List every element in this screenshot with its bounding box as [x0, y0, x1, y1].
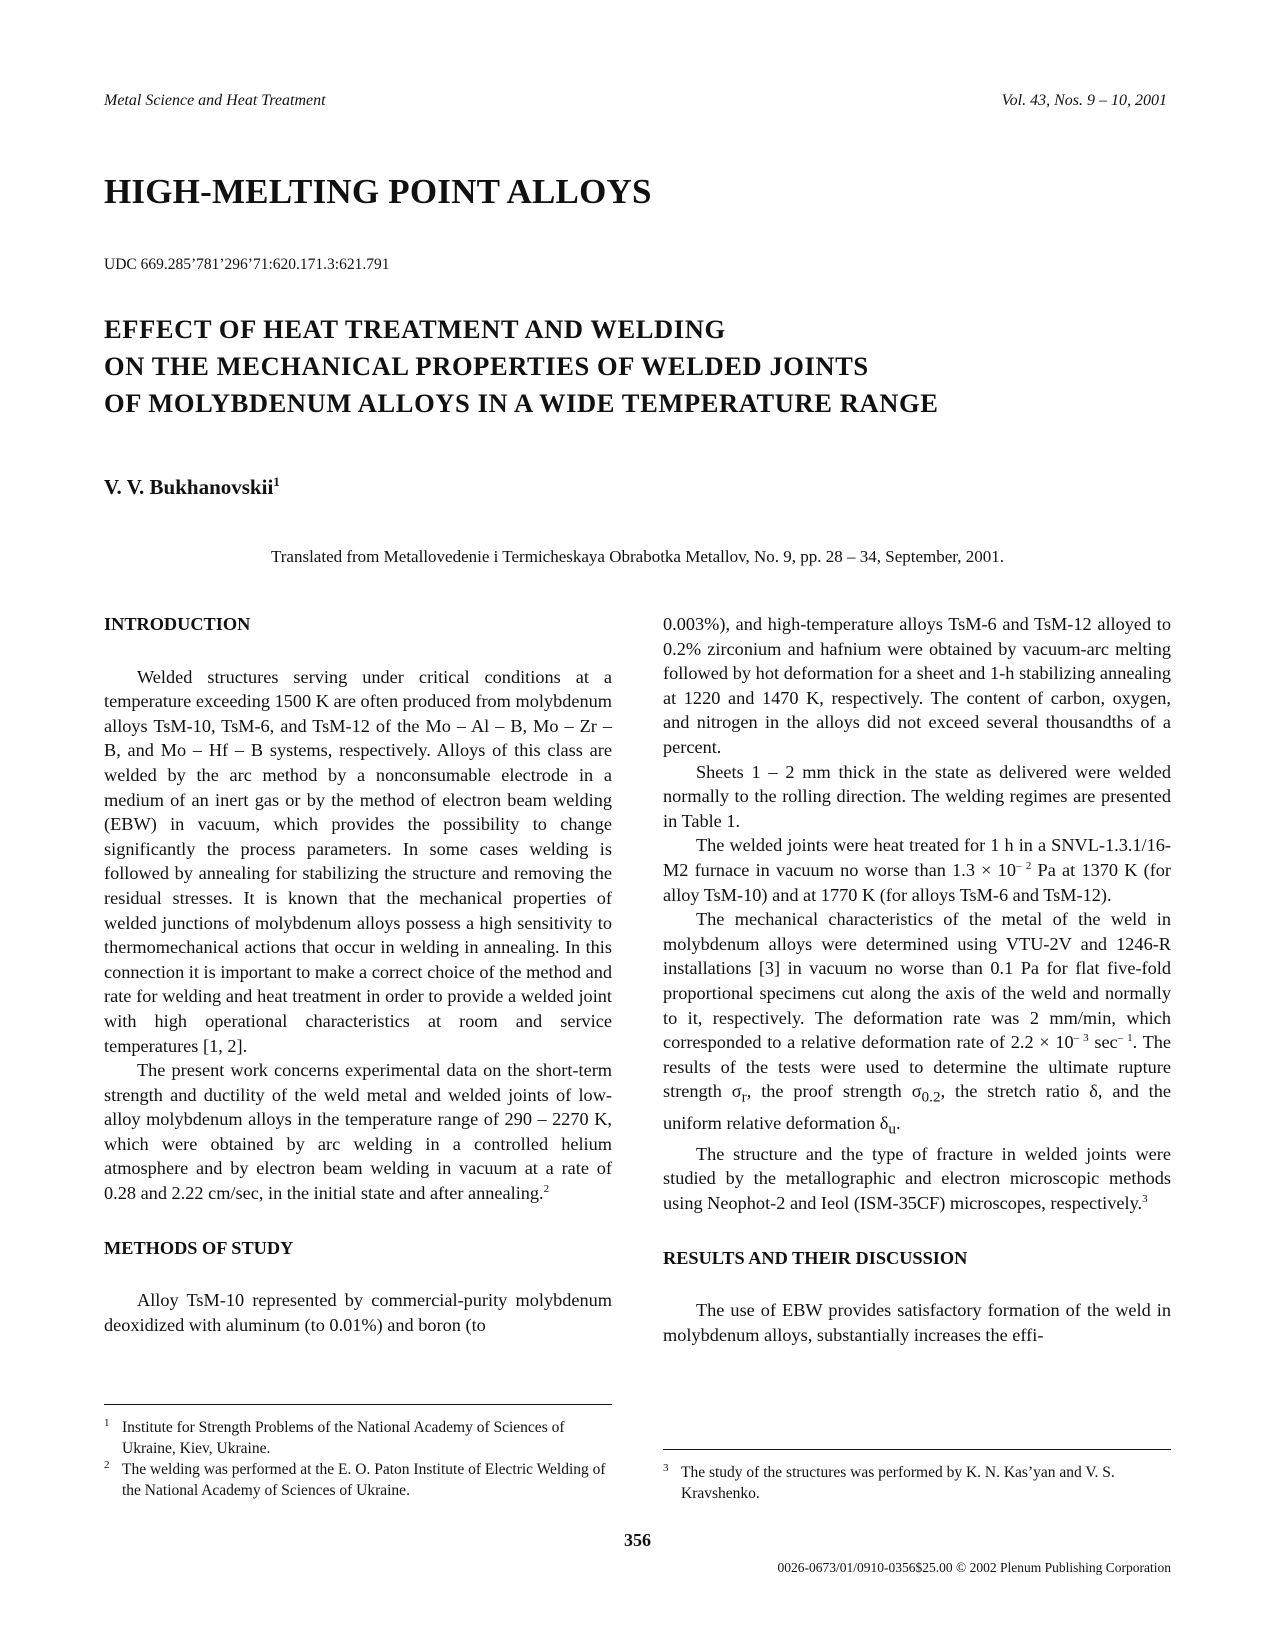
intro-paragraph: Welded structures serving under critical conditions at a temperature exceeding 1500 K are often produced from molybdenum alloys TsM-10, TsM-6, and TsM-12 of the Mo – Al – B, Mo – Zr – B, and Mo – Hf – B systems, respectively. Alloys of this class are welded by the arc method by a nonconsumable electrode in a medium of an inert gas or by the method of electron beam welding (EBW) in vacuum, which provides the possibility to change significantly the process parameters. In some cases welding is followed by annealing for stabilizing the structure and removing the residual stresses. It is known that the mechanical properties of welded junctions of molybdenum alloys possess a high sensitivity to thermomechanical actions that occur in welding in annealing. In this connection it is important to make a correct choice of the method and rate for welding and heat treatment in order to provide a welded joint with high operational characteristics at room and service temperatures [1, 2]. — [104, 666, 612, 1056]
footnote: 3 The study of the structures was performed by K. N. Kas’yan and V. S. Kravshenko. — [663, 1462, 1115, 1502]
page-number: 356 — [624, 1530, 651, 1550]
section-title: HIGH-MELTING POINT ALLOYS — [104, 172, 652, 211]
intro-heading: INTRODUCTION — [104, 614, 251, 634]
footnote-mark: 3 — [1142, 1192, 1148, 1205]
methods-paragraph: The structure and the type of fracture in welded joints were studied by the metallographic and electron microscopic methods using Neophot-2 and Ieol (ISM-35CF) microscopes, respectively.$^3$ — [663, 1143, 1171, 1213]
udc-code: UDC 669.285’781’296’71:620.171.3:621.791 — [104, 256, 390, 273]
left-column — [104, 612, 612, 1337]
copyright-line: 0026-0673/01/0910-0356$25.00 © 2002 Plenum Publishing Corporation — [777, 1560, 1171, 1575]
title-line: EFFECT OF HEAT TREATMENT AND WELDING — [104, 314, 726, 344]
volume-info: Vol. 43, Nos. 9 – 10, 2001 — [1001, 92, 1167, 109]
methods-heading: METHODS OF STUDY — [104, 1237, 294, 1258]
translation-note: Translated from Metallovedenie i Termicheskaya Obrabotka Metallov, No. 9, pp. 28 – 34, September, 2001. — [270, 547, 1005, 566]
author-footnote-mark: 1 — [273, 474, 280, 489]
footnote-divider — [104, 1404, 612, 1405]
article-title — [104, 311, 938, 422]
footnotes-left — [104, 1404, 612, 1501]
footnote: 2 The welding was performed at the E. O. Paton Institute of Electric Welding of the National Academy of Sciences of Ukraine. — [104, 1459, 606, 1499]
intro-paragraph: The present work concerns experimental data on the short-term strength and ductility of the weld metal and welded joints of low-alloy molybdenum alloys in the temperature range of 290 – 2270 K, which were obtained by arc welding in a controlled helium atmosphere and by electron beam welding in vacuum at a rate of 0.28 and 2.22 cm/sec, in the initial state and after annealing.$^2$ — [104, 1060, 612, 1204]
methods-paragraph: 0.003%), and high-temperature alloys TsM-6 and TsM-12 alloyed to 0.2% zirconium and hafnium were obtained by vacuum-arc melting followed by hot deformation for a sheet and 1-h stabilizing annealing at 1220 and 1470 K, respectively. The content of carbon, oxygen, and nitrogen in the alloys did not exceed several thousandths of a percent. — [663, 614, 1171, 757]
footnotes-right — [663, 1449, 1171, 1504]
footnote-divider — [663, 1449, 1171, 1450]
footnote: 1 Institute for Strength Problems of the National Academy of Sciences of Ukraine, Kiev, Ukraine. — [104, 1417, 565, 1457]
results-heading: RESULTS AND THEIR DISCUSSION — [663, 1247, 968, 1268]
methods-paragraph: Sheets 1 – 2 mm thick in the state as delivered were welded normally to the rolling direction. The welding regimes are presented in Table 1. — [663, 761, 1171, 831]
right-column — [663, 612, 1171, 1347]
author — [104, 474, 280, 500]
methods-paragraph: Alloy TsM-10 represented by commercial-purity molybdenum deoxidized with aluminum (to 0.01%) and boron (to — [104, 1290, 612, 1335]
title-line: ON THE MECHANICAL PROPERTIES OF WELDED JOINTS — [104, 351, 869, 381]
results-paragraph: The use of EBW provides satisfactory formation of the weld in molybdenum alloys, substantially increases the effi- — [663, 1300, 1171, 1345]
methods-paragraph: The welded joints were heat treated for 1 h in a SNVL-1.3.1/16-M2 furnace in vacuum no worse than 1.3 × 10$^{- 2}$ Pa at 1370 K (for alloy TsM-10) and at 1770 K (for alloys TsM-6 and TsM-12). — [663, 835, 1172, 905]
title-line: OF MOLYBDENUM ALLOYS IN A WIDE TEMPERATURE RANGE — [104, 388, 939, 418]
journal-name: Metal Science and Heat Treatment — [104, 92, 326, 109]
author-name: V. V. Bukhanovskii — [104, 475, 274, 499]
footnote-mark: 2 — [543, 1182, 550, 1195]
methods-paragraph: The mechanical characteristics of the metal of the weld in molybdenum alloys were determined using VTU-2V and 1246-R installations [3] in vacuum no worse than 0.1 Pa for flat five-fold proportional specimens cut along the axis of the weld and normally to it, respectively. The deformation rate was 2 mm/min, which corresponded to a relative deformation rate of 2.2 × 10$^{- 3}$ sec$^{- 1}$. The results of the tests were used to determine the ultimate rupture strength $\sigma_r$, the proof strength $\sigma_{0.2}$, the stretch ratio δ, and the uniform relative deformation $\delta_u$. — [663, 909, 1172, 1138]
